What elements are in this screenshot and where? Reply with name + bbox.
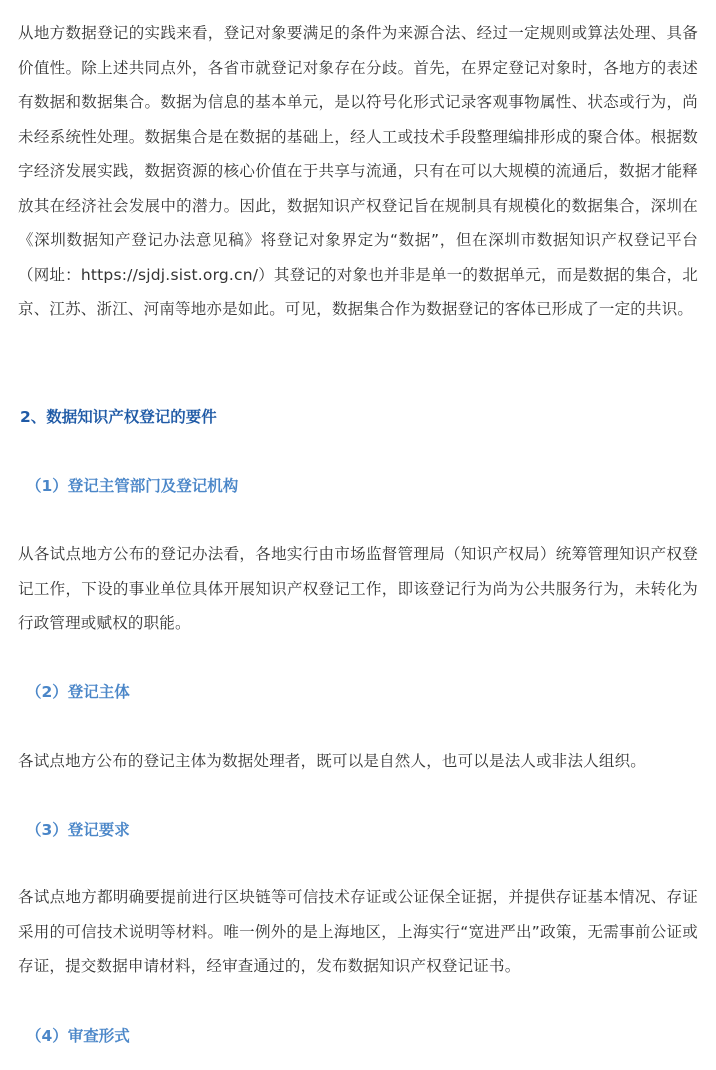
subsection-heading-1: （1）登记主管部门及登记机构 (26, 477, 239, 495)
subsection-body-2: 各试点地方公布的登记主体为数据处理者，既可以是自然人，也可以是法人或非法人组织。 (18, 752, 647, 770)
intro-paragraph: 从地方数据登记的实践来看，登记对象要满足的条件为来源合法、经过一定规则或算法处理、具备价值性。除上述共同点外，各省市就登记对象存在分歧。首先，在界定登记对象时，各地方的表述有数据和数据集合。数据为信息的基本单元，是以符号化形式记录客观事物属性、状态或行为，尚未经系统性处理。数据集合是在数据的基础上，经人工或技术手段整理编排形成的聚合体。根据数字经济发展实践，数据资源的核心价值在于共享与流通，只有在可以大规模的流通后，数据才能释放其在经济社会发展中的潜力。因此，数据知识产权登记旨在规制具有规模化的数据集合，深圳在《深圳数据知产登记办法意见稿》将登记对象界定为“数据”，但在深圳市数据知识产权登记平台（网址：https://sjdj.sist.org.cn/）其登记的对象也并非是单一的数据单元，而是数据的集合，北京、江苏、浙江、河南等地亦是如此。可见，数据集合作为数据登记的客体已形成了一定的共识。 (18, 24, 698, 318)
subsection-heading-2: （2）登记主体 (26, 683, 130, 701)
subsection-heading-4: （4）审查形式 (26, 1027, 130, 1045)
section-heading: 2、数据知识产权登记的要件 (20, 408, 217, 426)
subsection-heading-3: （3）登记要求 (26, 821, 130, 839)
subsection-body-3: 各试点地方都明确要提前进行区块链等可信技术存证或公证保全证据，并提供存证基本情况、存证采用的可信技术说明等材料。唯一例外的是上海地区，上海实行“宽进严出”政策，无需事前公证或存证，提交数据申请材料，经审查通过的，发布数据知识产权登记证书。 (18, 888, 698, 975)
subsection-body-1: 从各试点地方公布的登记办法看，各地实行由市场监督管理局（知识产权局）统筹管理知识产权登记工作，下设的事业单位具体开展知识产权登记工作，即该登记行为尚为公共服务行为，未转化为行政管理或赋权的职能。 (18, 545, 698, 632)
